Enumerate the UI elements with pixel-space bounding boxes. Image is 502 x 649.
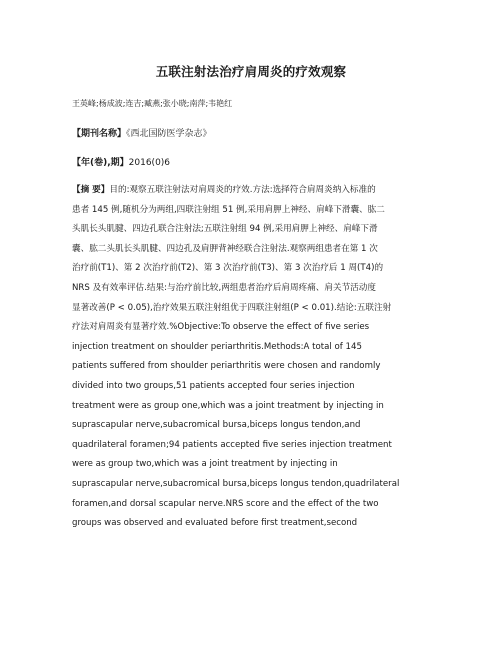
authors-line: 王英峰;杨成波;连吉;臧燕;张小晓;南萍;韦艳红: [72, 99, 233, 108]
abstract-label: 【摘 要】: [72, 185, 110, 195]
abstract-line: 囊、肱二头肌长头肌腱、四边孔及肩胛背神经联合注射法.观察两组患者在第 1 次: [72, 243, 378, 254]
journal-line: [72, 126, 212, 139]
abstract-line: 头肌长头肌腱、四边孔联合注射法;五联注射组 94 例,采用肩胛上神经、肩峰下滑: [72, 224, 378, 235]
year-issue-value: 2016(0)6: [128, 158, 171, 168]
abstract-line: were as group two,which was a joint treatment by injecting in: [72, 459, 338, 470]
abstract-line: 患者 145 例,随机分为两组,四联注射组 51 例,采用肩胛上神经、肩峰下滑囊、肱二: [72, 204, 385, 215]
abstract-line: groups was observed and evaluated before first treatment,second: [72, 518, 358, 529]
abstract-line: quadrilateral foramen;94 patients accepted five series injection treatment: [72, 439, 392, 450]
abstract-line: treatment were as group one,which was a joint treatment by injecting in: [72, 400, 384, 411]
abstract-line: divided into two groups,51 patients accepted four series injection: [72, 380, 355, 391]
abstract-block: [72, 181, 434, 534]
abstract-line: [72, 181, 434, 201]
journal-label: 【期刊名称】: [72, 129, 127, 139]
abstract-text: 目的:观察五联注射法对肩周炎的疗效.方法:选择符合肩周炎纳入标准的: [109, 185, 376, 195]
abstract-line: suprascapular nerve,subacromical bursa,biceps longus tendon,quadrilateral: [72, 478, 400, 489]
abstract-line: foramen,and dorsal scapular nerve.NRS score and the effect of the two: [72, 498, 379, 509]
abstract-line: patients suffered from shoulder periarthritis were chosen and randomly: [72, 361, 381, 372]
year-issue-line: [72, 155, 170, 168]
abstract-line: 显著改善(P < 0.05),治疗效果五联注射组优于四联注射组(P < 0.01).结论:五联注射: [72, 302, 392, 313]
abstract-line: NRS 及有效率评估.结果:与治疗前比较,两组患者治疗后肩周疼痛、肩关节活动度: [72, 282, 376, 293]
abstract-line: suprascapular nerve,subacromical bursa,biceps longus tendon,and: [72, 420, 361, 431]
page-title: 五联注射法治疗肩周炎的疗效观察: [155, 64, 347, 79]
abstract-line: injection treatment on shoulder periarthritis.Methods:A total of 145: [72, 341, 362, 352]
journal-value: 《西北国防医学杂志》: [126, 129, 212, 139]
abstract-line: 疗法对肩周炎有显著疗效.%Objective:To observe the effect of five series: [72, 322, 370, 333]
year-issue-label: 【年(卷),期】: [72, 158, 129, 168]
abstract-line: 治疗前(T1)、第 2 次治疗前(T2)、第 3 次治疗前(T3)、第 3 次治疗后 1 周(T4)的: [72, 263, 384, 274]
